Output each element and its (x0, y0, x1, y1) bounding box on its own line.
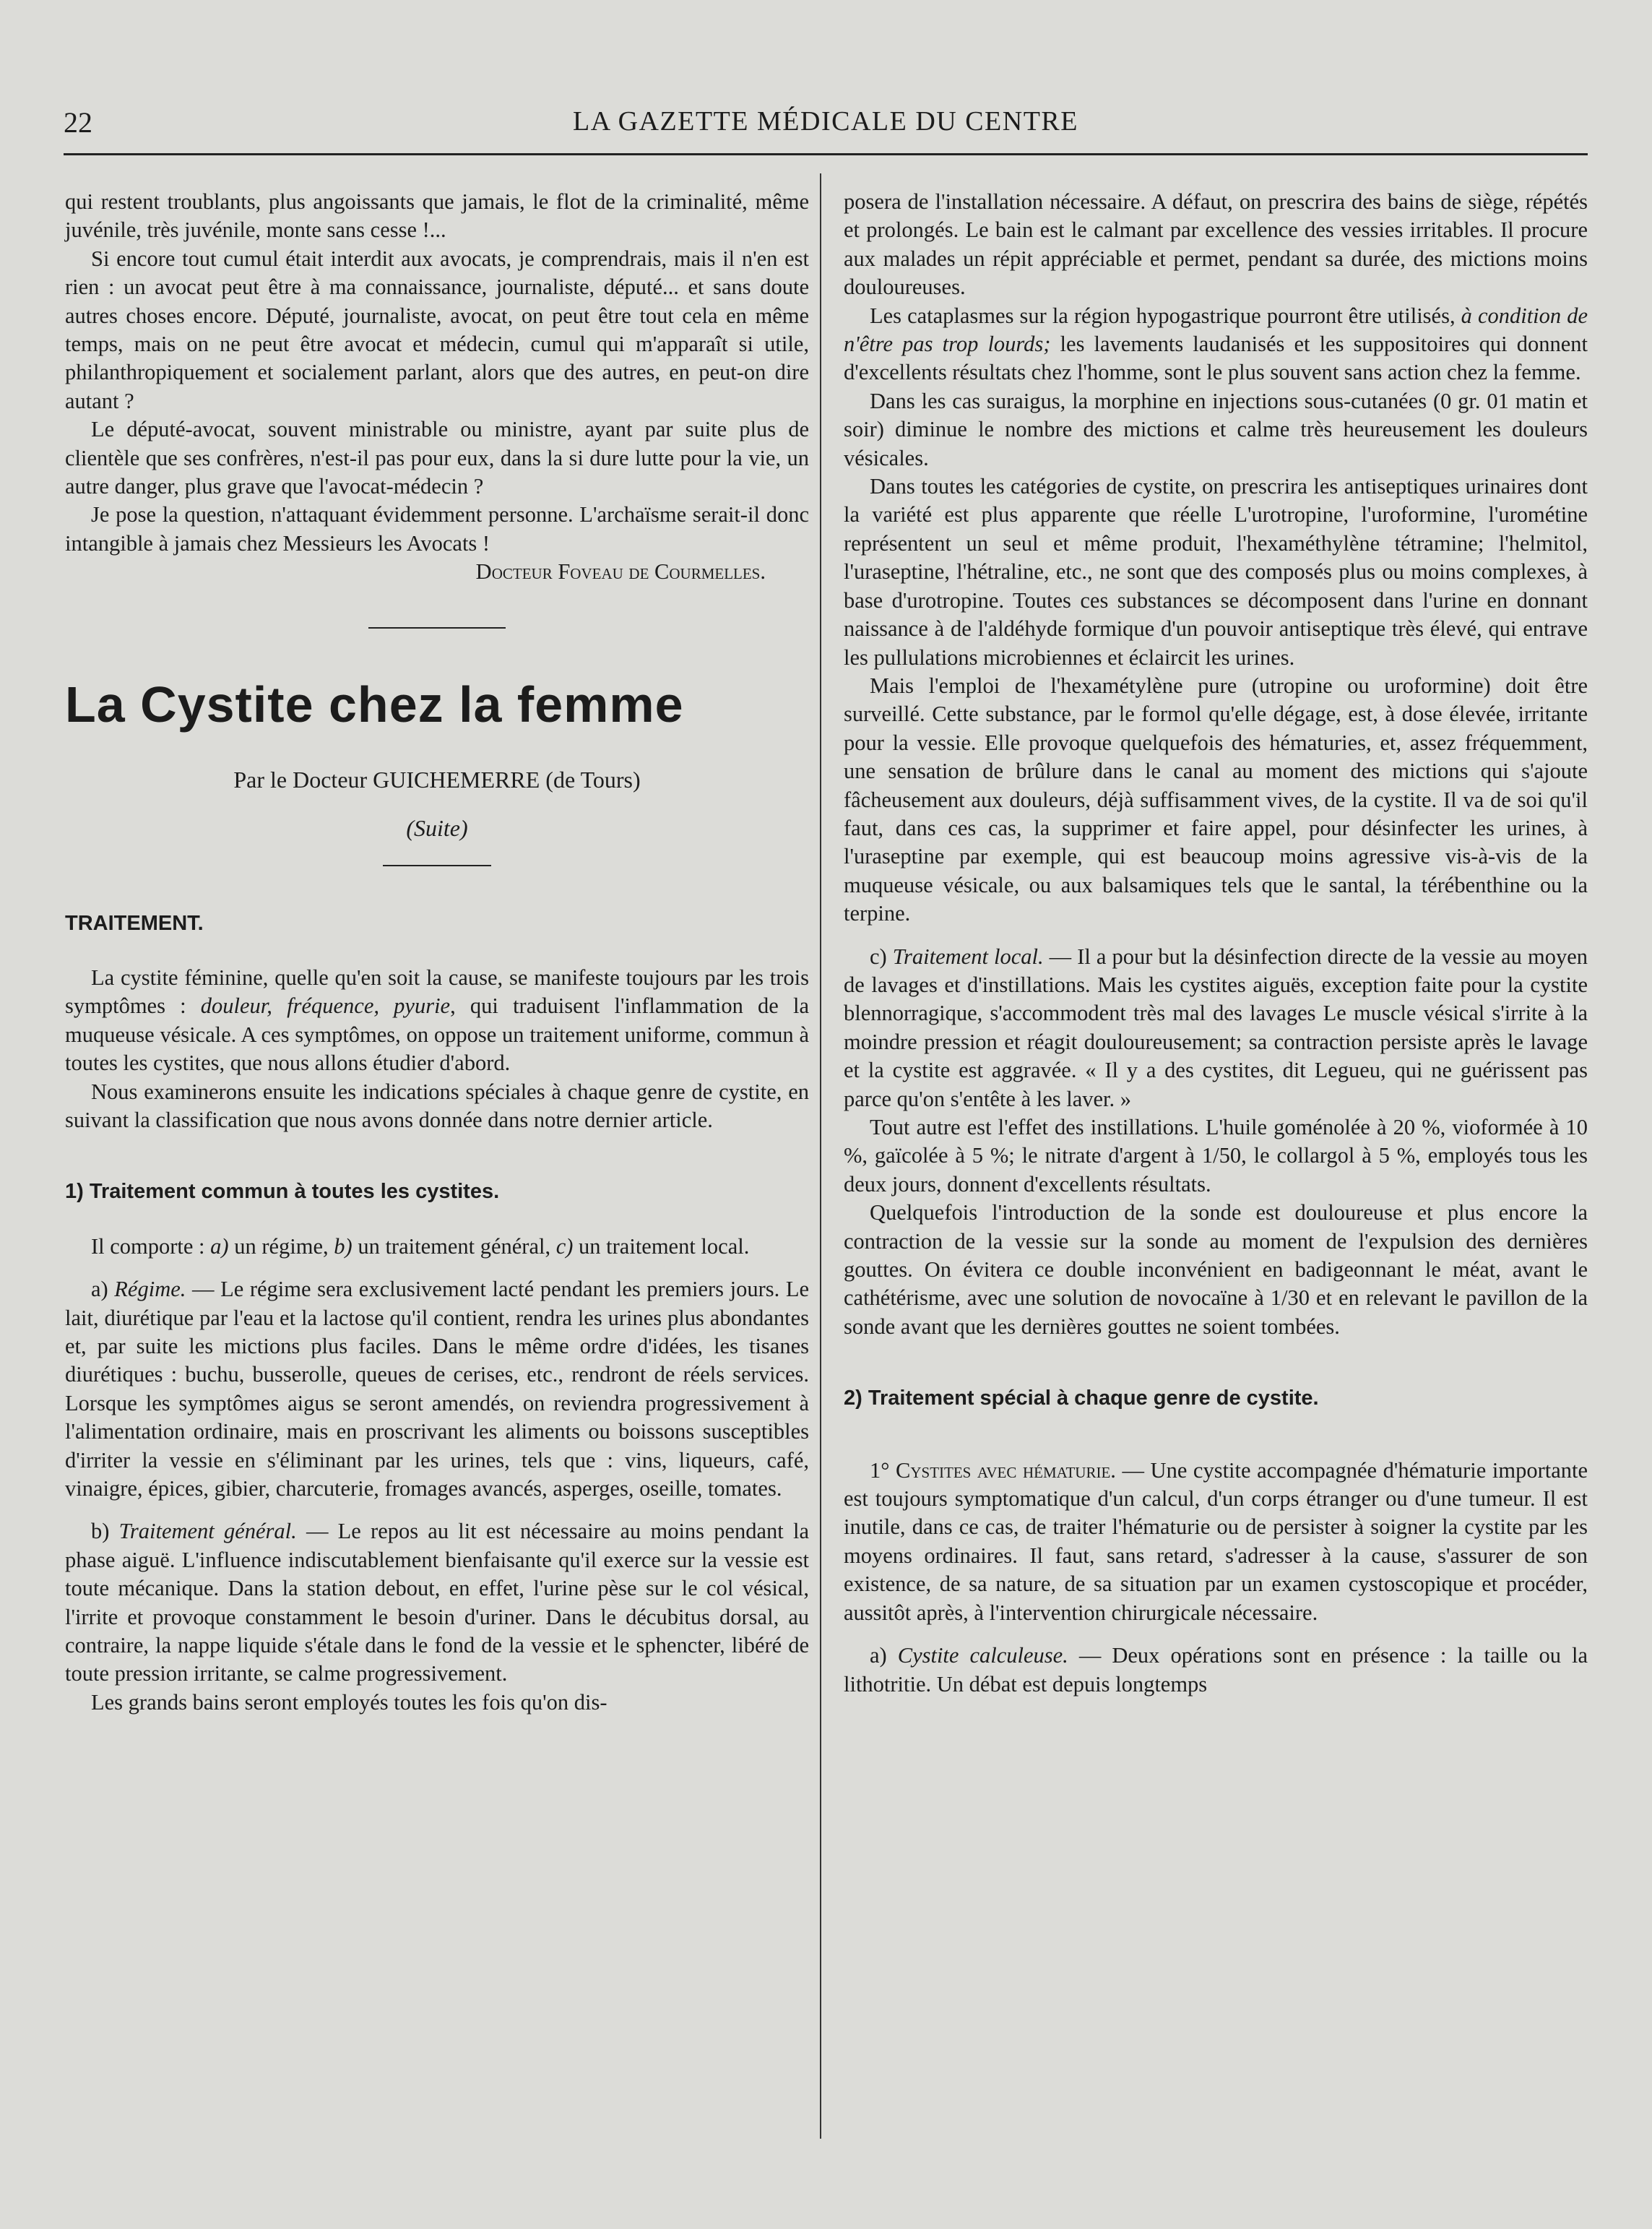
section-heading: TRAITEMENT. (65, 911, 204, 935)
subsection-heading: 1) Traitement commun à toutes les cystites. (65, 1180, 500, 1204)
text-run: a) (91, 1277, 115, 1302)
paragraph (844, 943, 1588, 1113)
italic-run: à condition de n'être pas trop lourds; (844, 303, 1588, 357)
text-run: — Deux opérations sont en présence : la taille ou la lithotritie. Un débat est depuis longtemps (844, 1643, 1588, 1696)
text-run: , qui traduisent l'inflammation de la muqueuse vésicale. A ces symptômes, on oppose un traitement uniforme, commun à toutes les cystites, que nous allons étudier d'abord. (65, 993, 809, 1076)
right-column (844, 188, 1588, 1699)
italic-run: douleur, fréquence, pyurie (200, 993, 451, 1019)
subsection-heading: 2) Traitement spécial à chaque genre de cystite. (844, 1387, 1319, 1410)
column-divider (820, 173, 821, 2139)
text-run: un traitement général, (352, 1233, 556, 1259)
left-column (65, 188, 809, 1717)
paragraph: Tout autre est l'effet des instillations. L'huile goménolée à 20 %, vioformée à 10 %, gaïcolée à 5 %; le nitrate d'argent à 1/50, le collargol à 5 %, employés tous les deux jours, donnent d'excellents résultats. (844, 1115, 1588, 1197)
paragraph: Si encore tout cumul était interdit aux avocats, je comprendrais, mais il n'en est rien : un avocat peut être à ma connaissance, journaliste, député... et sans doute autres choses encore. Député, journaliste, avocat, on peut être tout cela en même temps, mais on ne peut être avocat et médecin, cumul qui m'apparaît si utile, philanthropiquement et socialement parlant, alors que des autres, en peut-on dire autant ? (65, 246, 809, 413)
text-run: Les cataplasmes sur la région hypogastrique pourront être utilisés, (870, 303, 1461, 328)
text-run: — Le repos au lit est nécessaire au moins pendant la phase aiguë. L'influence indiscutablement bienfaisante qu'il exerce sur la vessie est toute mécanique. Dans la station debout, en effet, l'urine pèse sur le col vésical, l'irrite et provoque constamment le besoin d'uriner. Dans le décubitus dorsal, au contraire, la nappe liquide s'étale dans le fond de la vessie et le sphencter, libéré de toute pression irritante, se calme progressivement. (65, 1519, 809, 1686)
signature: Docteur Foveau de Courmelles. (475, 559, 766, 585)
article-title: La Cystite chez la femme (65, 676, 684, 733)
italic-run: Traitement général. (118, 1519, 297, 1544)
paragraph: Mais l'emploi de l'hexamétylène pure (utropine ou uroformine) doit être surveillé. Cette substance, par le formol qu'elle dégage, est, à dose élevée, irritante pour la vessie. Elle provoque quelquefois des hématuries, et, assez fréquemment, une sensation de brûlure dans le canal au moment des mictions qui s'ajoute fâcheusement aux douleurs, déjà suffisamment vives, de la cystite. Il va de soi qu'il faut, dans ces cas, la supprimer et faire appel, pour désinfecter les urines, à l'uraseptine par exemple, qui est beaucoup moins agressive vis-à-vis de la muqueuse vésicale, ou aux balsamiques tels que le santal, la térébenthine ou la terpine. (844, 673, 1588, 926)
continued-label: (Suite) (406, 815, 468, 842)
paragraph: Les grands bains seront employés toutes les fois qu'on dis- (91, 1689, 607, 1715)
header-rule (64, 153, 1588, 155)
paragraph: Le député-avocat, souvent ministrable ou ministre, ayant par suite plus de clientèle que ses confrères, n'est-il pas pour eux, dans la si dure lutte pour la vie, un autre danger, plus grave que l'avocat-médecin ? (65, 417, 809, 499)
paragraph: Quelquefois l'introduction de la sonde est douloureuse et plus encore la contraction de la vessie sur la sonde au moment de l'expulsion des dernières gouttes. On évitera ce double inconvénient en badigeonnant le méat, avant le cathétérisme, avec une solution de novocaïne à 1/30 et en relevant le pavillon de la sonde avant que les dernières gouttes ne soient tombées. (844, 1200, 1588, 1339)
paragraph (65, 1233, 809, 1261)
page-number: 22 (64, 106, 92, 139)
paragraph (844, 1457, 1588, 1627)
text-run: La cystite féminine, quelle qu'en soit la cause, se manifeste toujours par les trois symptômes : (65, 965, 809, 1019)
text-run: b) (91, 1519, 119, 1544)
paragraph: Dans toutes les catégories de cystite, on prescrira les antiseptiques urinaires dont la variété est plus apparente que réelle L'urotropine, l'uroformine, l'urométine représentent un seul et même produit, l'hexaméthylène tétramine; l'helmitol, l'uraseptine, l'hétraline, etc., ne sont que des composés plus ou moins complexes, à base d'urotropine. Toutes ces substances se décomposent dans l'urine en donnant naissance à de l'aldéhyde formique d'un pouvoir antiseptique très élevé, qui entrave les pullulations microbiennes et éclaircit les urines. (844, 474, 1588, 670)
separator-rule (368, 627, 506, 629)
text-run: un régime, (228, 1233, 334, 1259)
italic-run: c) (555, 1233, 574, 1259)
text-run: c) (870, 944, 893, 969)
paragraph: qui restent troublants, plus angoissants que jamais, le flot de la criminalité, même juvénile, très juvénile, monte sans cesse !... (65, 189, 809, 243)
paragraph: Dans les cas suraigus, la morphine en injections sous-cutanées (0 gr. 01 matin et soir) diminue le nombre des mictions et calme très heureusement les douleurs vésicales. (844, 388, 1588, 470)
paragraph (65, 1275, 809, 1503)
journal-title: LA GAZETTE MÉDICALE DU CENTRE (573, 106, 1078, 137)
text-run: — Il a pour but la désinfection directe de la vessie au moyen de lavages et d'instillations. Mais les cystites aiguës, exception faite pour la cystite blennorragique, s'accommodent très mal des lavages Le muscle vésical s'irrite à la moindre pression et réagit douloureusement; sa contraction persiste après le lavage et la cystite est aggravée. « Il y a des cystites, dit Legueu, qui ne guérissent pas parce qu'on s'entête à les laver. » (844, 944, 1588, 1111)
text-run: Il comporte : (91, 1233, 211, 1259)
text-run: — Une cystite accompagnée d'hématurie importante est toujours symptomatique d'un calcul, d'un corps étranger ou d'une tumeur. Il est inutile, dans ce cas, de traiter l'hématurie ou de persister à soigner la cystite par les moyens ordinaires. Il faut, sans retard, s'adresser à la cause, s'assurer de son existence, de sa nature, de sa situation par un examen cystoscopique et procéder, aussitôt après, à l'intervention chirurgicale nécessaire. (844, 1457, 1588, 1625)
italic-run: a) (210, 1233, 229, 1259)
page-header (64, 101, 1588, 145)
text-run: — Le régime sera exclusivement lacté pendant les premiers jours. Le lait, diurétique par l'eau et la lactose qu'il contient, rendra les urines plus abondantes et, par suite les mictions plus faciles. Dans le même ordre d'idées, les tisanes diurétiques : buchu, busserolle, queues de cerises, etc., rendront de réels services. Lorsque les symptômes aigus se seront amendés, on reviendra progressivement à l'alimentation ordinaire, mais en proscrivant les aliments ou boissons susceptibles d'irriter la vessie en s'éliminant par les urines, tels que : vins, liqueurs, café, vinaigre, épices, gibier, charcuterie, fromages avancés, asperges, oseille, tomates. (65, 1277, 809, 1501)
paragraph: Nous examinerons ensuite les indications spéciales à chaque genre de cystite, en suivant la classification que nous avons donnée dans notre dernier article. (65, 1079, 809, 1132)
italic-run: Traitement local. (892, 944, 1044, 969)
paragraph (65, 1517, 809, 1688)
text-run: a) (870, 1643, 898, 1668)
text-run: 1° Cystites avec hématurie. (870, 1457, 1116, 1483)
italic-run: Régime. (114, 1277, 186, 1302)
italic-run: Cystite calculeuse. (897, 1643, 1068, 1668)
paragraph (844, 302, 1588, 387)
paragraph (844, 1642, 1588, 1699)
byline: Par le Docteur GUICHEMERRE (de Tours) (233, 766, 641, 793)
paragraph: Je pose la question, n'attaquant évidemment personne. L'archaïsme serait-il donc intangible à jamais chez Messieurs les Avocats ! (65, 502, 809, 556)
text-run: les lavements laudanisés et les suppositoires qui donnent d'excellents résultats chez l'homme, sont le plus souvent sans action chez la femme. (844, 332, 1588, 385)
italic-run: b) (334, 1233, 353, 1259)
separator-rule (383, 865, 491, 866)
paragraph (65, 964, 809, 1078)
text-run: un traitement local. (573, 1233, 750, 1259)
paragraph: posera de l'installation nécessaire. A défaut, on prescrira des bains de siège, répétés et prolongés. Le bain est le calmant par excellence des vessies irritables. Il procure aux malades un répit appréciable et permet, pendant sa durée, des mictions moins douloureuses. (844, 189, 1588, 300)
